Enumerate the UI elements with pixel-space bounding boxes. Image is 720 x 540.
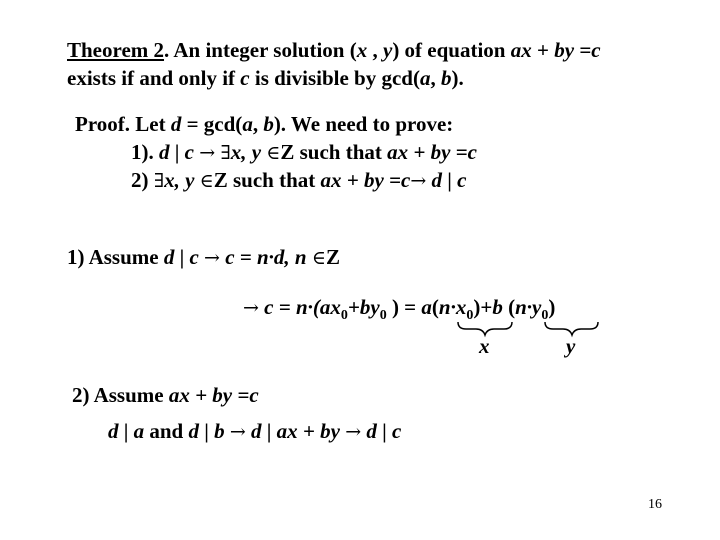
set-z: Z xyxy=(325,245,340,269)
text: ) xyxy=(548,295,556,319)
vars-xy: x, y xyxy=(164,168,195,192)
var-x: x xyxy=(356,38,368,62)
var-d: d xyxy=(251,419,262,443)
var-a: a xyxy=(419,66,431,90)
text: and xyxy=(144,419,189,443)
subscript: 0 xyxy=(466,308,474,323)
implies-arrow-icon: → xyxy=(243,297,259,319)
subscript: 0 xyxy=(379,308,387,323)
var-b: b xyxy=(440,66,452,90)
text: | xyxy=(174,245,190,269)
term: n·x xyxy=(438,295,467,319)
var-a: a xyxy=(421,295,432,319)
implies-arrow-icon: → xyxy=(204,247,220,269)
exists-icon: ∃ xyxy=(220,142,231,164)
text: ( xyxy=(431,295,439,319)
var-a: a xyxy=(133,419,145,443)
text: Z such that xyxy=(280,140,388,164)
part2-line-1 xyxy=(72,385,259,406)
equation: ax + by =c xyxy=(320,168,411,192)
text: | xyxy=(118,419,134,443)
text: 2) Assume xyxy=(72,383,169,407)
text: is divisible by gcd( xyxy=(249,66,420,90)
var-y: y xyxy=(382,38,393,62)
implies-arrow-icon: → xyxy=(199,142,216,164)
page-number: 16 xyxy=(648,497,662,512)
text: = gcd( xyxy=(181,112,243,136)
text: ) = xyxy=(386,295,422,319)
var-d: d xyxy=(170,112,182,136)
text: 1). xyxy=(131,140,159,164)
exists-icon: ∃ xyxy=(153,170,165,192)
implies-arrow-icon: → xyxy=(345,421,362,443)
equation: ax + by =c xyxy=(168,383,259,407)
text: | xyxy=(198,419,215,443)
text: + xyxy=(531,38,555,62)
var-c: c xyxy=(457,168,467,192)
var-a: a xyxy=(242,112,253,136)
text: ). We need to prove: xyxy=(273,112,454,136)
var-b: b xyxy=(263,112,274,136)
implies-arrow-icon: → xyxy=(410,170,427,192)
var-c: c xyxy=(392,419,402,443)
subscript: 0 xyxy=(541,308,549,323)
var-c: c xyxy=(184,140,194,164)
element-of-icon: ∈ xyxy=(199,170,214,192)
text: ) of equation xyxy=(392,38,511,62)
element-of-icon: ∈ xyxy=(266,142,281,164)
var-b: b xyxy=(214,419,225,443)
text: | xyxy=(169,140,185,164)
implies-arrow-icon: → xyxy=(229,421,246,443)
element-of-icon: ∈ xyxy=(311,247,326,269)
text: , xyxy=(252,112,264,136)
term-ax: ax xyxy=(510,38,532,62)
vars-xy: x, y xyxy=(230,140,262,164)
var-d: d xyxy=(163,245,175,269)
text: exists if and only if xyxy=(67,66,241,90)
var-d: d xyxy=(159,140,170,164)
text: )+ xyxy=(473,295,493,319)
text: | xyxy=(442,168,458,192)
brace-label-y: y xyxy=(566,334,576,358)
text: ( xyxy=(502,295,516,319)
text: . An integer solution ( xyxy=(164,38,357,62)
var-d: d xyxy=(188,419,199,443)
var-c: c xyxy=(240,66,250,90)
term: c = n·(ax xyxy=(264,295,341,319)
var-c: c xyxy=(189,245,199,269)
theorem-label: Theorem 2 xyxy=(67,38,165,62)
term: +by xyxy=(347,295,380,319)
text: , xyxy=(430,66,441,90)
text: Proof. Let xyxy=(75,112,171,136)
part2-line-2 xyxy=(108,421,401,442)
text: , xyxy=(367,38,383,62)
text: | xyxy=(376,419,392,443)
text: Z such that xyxy=(213,168,321,192)
text: 2) xyxy=(131,168,154,192)
text: | xyxy=(261,419,277,443)
var-d: d xyxy=(108,419,119,443)
term-c: =c xyxy=(574,38,601,62)
term: ax + by xyxy=(276,419,340,443)
term-by: by xyxy=(554,38,575,62)
subscript: 0 xyxy=(340,308,348,323)
text: ). xyxy=(451,66,464,90)
term: n·y xyxy=(515,295,542,319)
equation: c = n·d, n xyxy=(225,245,307,269)
text: 1) Assume xyxy=(67,245,164,269)
brace-label-x: x xyxy=(479,334,490,358)
equation: ax + by =c xyxy=(387,140,477,164)
var-d: d xyxy=(366,419,377,443)
var-d: d xyxy=(431,168,442,192)
var-b: b xyxy=(492,295,503,319)
